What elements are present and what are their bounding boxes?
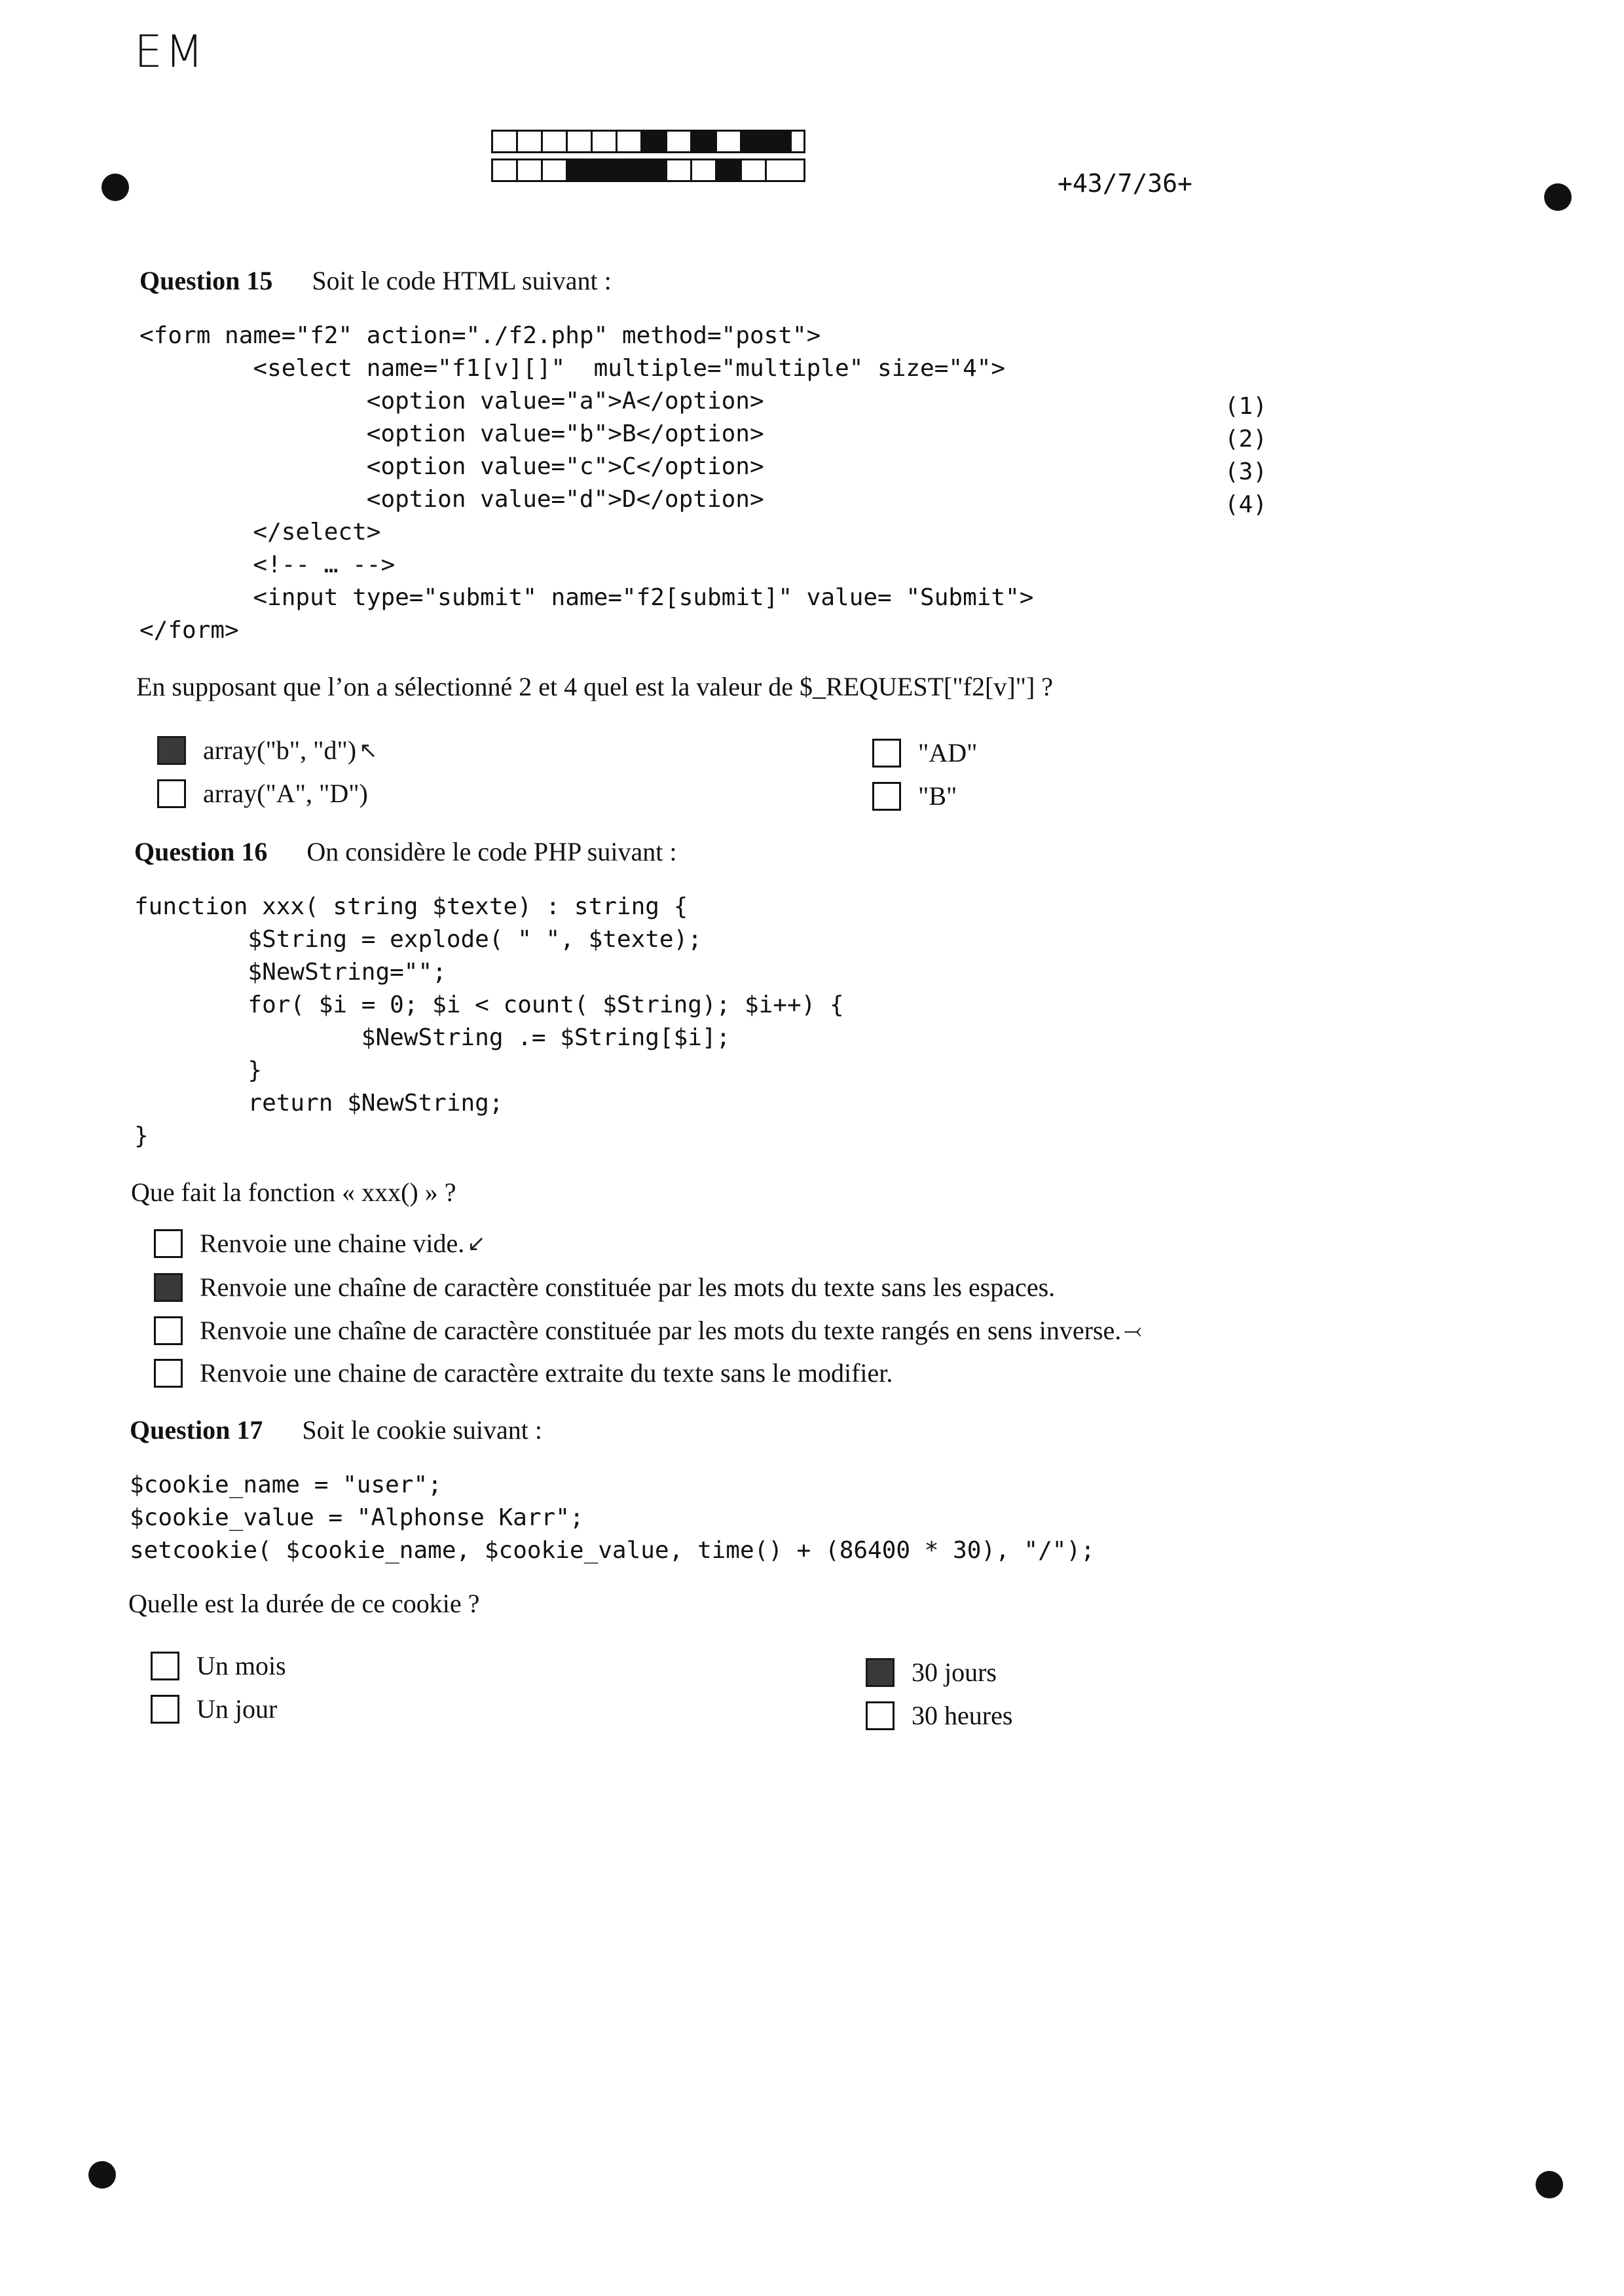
barcode-bottom-cell xyxy=(692,160,717,180)
q15-label: Question 15 xyxy=(139,266,273,295)
q17-choice-4-label: 30 heures xyxy=(912,1701,1013,1730)
barcode-bottom-cell xyxy=(767,160,792,180)
q16-choice-2[interactable] xyxy=(154,1272,1055,1303)
barcode-bottom-cell xyxy=(518,160,543,180)
q15-code-line: <!-- … --> xyxy=(139,551,396,578)
page-code: +43/7/36+ xyxy=(1058,169,1192,198)
q15-prompt: En supposant que l’on a sélectionné 2 et 4 quel est la valeur de $_REQUEST["f2[v]"] ? xyxy=(136,672,1054,701)
q15-heading xyxy=(139,265,612,296)
q15-code-line: <option value="c">C</option> xyxy=(139,453,764,480)
barcode-bottom-cell xyxy=(593,160,618,180)
q15-choice-3[interactable] xyxy=(872,737,977,768)
q17-checkbox-1[interactable] xyxy=(151,1652,179,1680)
q16-code-line: $NewString .= $String[$i]; xyxy=(134,1024,731,1051)
barcode-bottom-cell xyxy=(618,160,642,180)
q17-choice-2[interactable] xyxy=(151,1694,277,1724)
barcode-bottom-cell xyxy=(642,160,667,180)
q17-choice-2-label: Un jour xyxy=(196,1694,278,1724)
q17-title: Soit le cookie suivant : xyxy=(302,1415,542,1445)
q16-code-line: function xxx( string $texte) : string { xyxy=(134,893,688,920)
q16-choice-1-label: Renvoie une chaine vide. xyxy=(200,1229,465,1258)
q15-choice-2-label: array("A", "D") xyxy=(203,779,368,808)
q17-code-line: $cookie_name = "user"; xyxy=(130,1472,442,1498)
q17-code-block xyxy=(130,1469,1095,1567)
q15-choice-4-label: "B" xyxy=(918,781,957,811)
q15-choice-1[interactable] xyxy=(157,735,378,766)
handwritten-initials: EM xyxy=(134,26,206,78)
q17-checkbox-4[interactable] xyxy=(866,1701,895,1730)
q15-line-number: (1) xyxy=(1225,393,1268,420)
q17-choice-1[interactable] xyxy=(151,1650,286,1681)
q17-heading xyxy=(130,1415,542,1445)
q16-checkbox-2[interactable] xyxy=(154,1273,183,1302)
barcode-top-cell xyxy=(568,132,593,151)
q15-line-number: (2) xyxy=(1225,426,1268,453)
q16-checkbox-4[interactable] xyxy=(154,1359,183,1388)
q16-code-line: $String = explode( " ", $texte); xyxy=(134,926,702,953)
q15-code-block xyxy=(139,320,1033,647)
q16-choice-4-label: Renvoie une chaine de caractère extraite du texte sans le modifier. xyxy=(200,1358,893,1388)
q17-checkbox-3[interactable] xyxy=(866,1658,895,1687)
barcode xyxy=(491,130,805,182)
barcode-top-cell xyxy=(493,132,518,151)
q15-title: Soit le code HTML suivant : xyxy=(312,266,612,295)
barcode-bottom-cell xyxy=(568,160,593,180)
q17-checkbox-2[interactable] xyxy=(151,1695,179,1724)
q17-choice-4[interactable] xyxy=(866,1700,1012,1731)
pencil-mark-icon: ⤙ xyxy=(1124,1317,1142,1344)
q15-checkbox-3[interactable] xyxy=(872,739,901,768)
barcode-top-cell xyxy=(618,132,642,151)
q17-choice-1-label: Un mois xyxy=(196,1651,286,1680)
barcode-top-cell xyxy=(543,132,568,151)
q15-choice-4[interactable] xyxy=(872,781,957,811)
pencil-mark-icon: ↖ xyxy=(359,737,378,764)
q15-line-numbers xyxy=(1225,390,1267,521)
pencil-mark-icon: ↙ xyxy=(467,1230,486,1257)
barcode-row-top xyxy=(491,130,805,153)
barcode-top-cell xyxy=(518,132,543,151)
registration-dot-top-right xyxy=(1544,183,1572,211)
q15-code-line: <input type="submit" name="f2[submit]" value= "Submit"> xyxy=(139,584,1034,611)
q17-choice-3-label: 30 jours xyxy=(912,1657,997,1687)
q17-code-line: $cookie_value = "Alphonse Karr"; xyxy=(130,1504,584,1531)
q16-heading xyxy=(134,836,676,867)
q15-code-line: <select name="f1[v][]" multiple="multiple" size="4"> xyxy=(139,355,1006,382)
barcode-bottom-cell xyxy=(493,160,518,180)
q16-code-line: $NewString=""; xyxy=(134,959,447,986)
q17-choice-3[interactable] xyxy=(866,1657,997,1688)
q16-prompt: Que fait la fonction « xxx() » ? xyxy=(131,1177,456,1207)
q15-line-number: (3) xyxy=(1225,458,1268,485)
q16-choice-1[interactable] xyxy=(154,1228,486,1259)
q16-choice-4[interactable] xyxy=(154,1358,893,1388)
barcode-top-cell xyxy=(767,132,792,151)
q15-choice-2[interactable] xyxy=(157,778,368,809)
q16-choice-2-label: Renvoie une chaîne de caractère constituée par les mots du texte sans les espaces. xyxy=(200,1272,1056,1302)
barcode-bottom-cell xyxy=(742,160,767,180)
barcode-bottom-cell xyxy=(667,160,692,180)
q16-code-line: } xyxy=(134,1122,149,1149)
q17-prompt: Quelle est la durée de ce cookie ? xyxy=(128,1589,480,1618)
q17-code-line: setcookie( $cookie_name, $cookie_value, time() + (86400 * 30), "/"); xyxy=(130,1537,1095,1564)
registration-dot-top-left xyxy=(101,174,129,201)
q15-choice-3-label: "AD" xyxy=(918,738,978,768)
q16-code-line: } xyxy=(134,1057,263,1084)
q15-line-number: (4) xyxy=(1225,491,1268,518)
registration-dot-bottom-left xyxy=(88,2161,116,2189)
q15-code-line: <form name="f2" action="./f2.php" method="post"> xyxy=(139,322,821,349)
registration-dot-bottom-right xyxy=(1536,2171,1563,2198)
q15-code-line: <option value="a">A</option> xyxy=(139,388,764,415)
barcode-top-cell xyxy=(667,132,692,151)
barcode-top-cell xyxy=(593,132,618,151)
q16-code-line: for( $i = 0; $i < count( $String); $i++) { xyxy=(134,991,844,1018)
barcode-top-cell xyxy=(692,132,717,151)
q16-code-line: return $NewString; xyxy=(134,1090,504,1117)
q15-checkbox-1[interactable] xyxy=(157,736,186,765)
q16-checkbox-1[interactable] xyxy=(154,1229,183,1258)
q16-checkbox-3[interactable] xyxy=(154,1316,183,1345)
q17-label: Question 17 xyxy=(130,1415,263,1445)
q16-title: On considère le code PHP suivant : xyxy=(306,837,677,866)
q15-code-line: </form> xyxy=(139,617,239,644)
barcode-bottom-cell xyxy=(543,160,568,180)
q15-checkbox-4[interactable] xyxy=(872,782,901,811)
q15-choice-1-label: array("b", "d") xyxy=(203,735,357,765)
barcode-top-cell xyxy=(642,132,667,151)
barcode-top-cell xyxy=(742,132,767,151)
barcode-row-bottom xyxy=(491,158,805,182)
q15-code-line: <option value="d">D</option> xyxy=(139,486,764,513)
barcode-bottom-cell xyxy=(717,160,742,180)
barcode-top-cell xyxy=(717,132,742,151)
q15-checkbox-2[interactable] xyxy=(157,779,186,808)
q15-code-line: <option value="b">B</option> xyxy=(139,420,764,447)
q15-code-line: </select> xyxy=(139,519,381,546)
q16-choice-3[interactable] xyxy=(154,1315,1141,1346)
q16-code-block xyxy=(134,891,844,1153)
q16-choice-3-label: Renvoie une chaîne de caractère constituée par les mots du texte rangés en sens inverse. xyxy=(200,1316,1122,1345)
q16-label: Question 16 xyxy=(134,837,268,866)
